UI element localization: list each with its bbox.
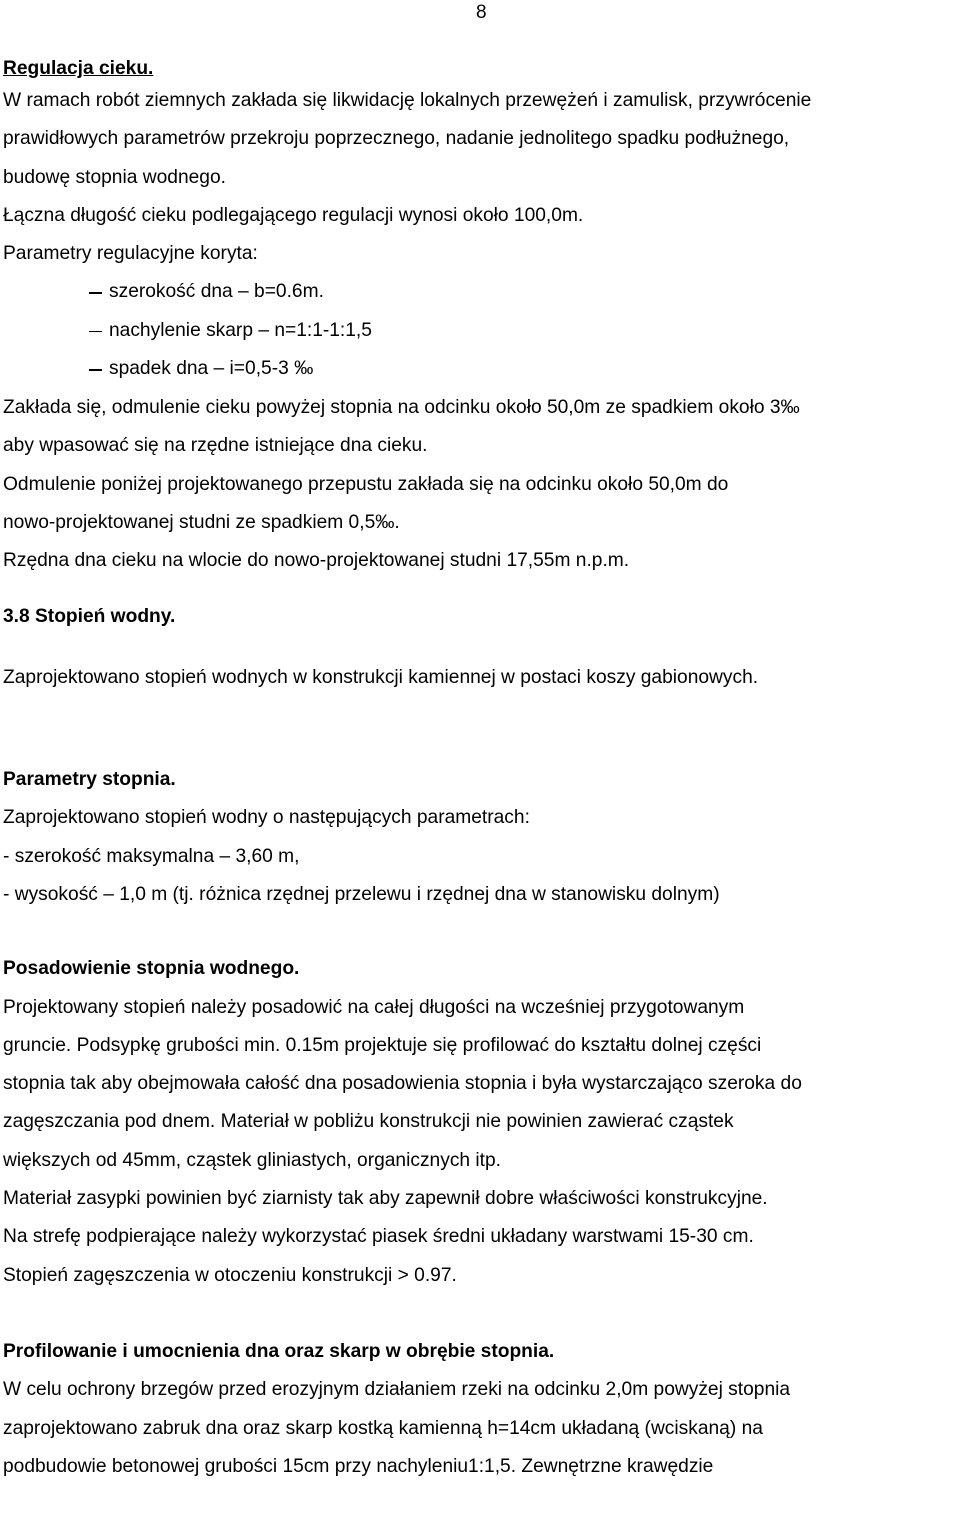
paragraph-line: zaprojektowano zabruk dna oraz skarp kostką kamienną h=14cm układaną (wciskaną) na — [3, 1417, 763, 1439]
paragraph-line: W ramach robót ziemnych zakłada się likwidację lokalnych przewężeń i zamulisk, przywrócenie — [3, 90, 812, 111]
param-text: szerokość dna – b=0.6m. — [109, 281, 324, 303]
dash-bullet-icon — [89, 331, 102, 332]
paragraph-line: Rzędna dna cieku na wlocie do nowo-projektowanej studni 17,55m n.p.m. — [3, 550, 630, 572]
paragraph-line: - wysokość – 1,0 m (tj. różnica rzędnej przelewu i rzędnej dna w stanowisku dolnym) — [3, 883, 720, 905]
param-item — [3, 273, 958, 312]
paragraph-line: większych od 45mm, cząstek gliniastych, organicznych itp. — [3, 1149, 502, 1171]
paragraph-line: Odmulenie poniżej projektowanego przepustu zakłada się na odcinku około 50,0m do — [3, 473, 729, 495]
section-heading-parametry-stopnia: Parametry stopnia. — [3, 769, 176, 791]
dash-bullet-icon — [89, 292, 102, 293]
paragraph-line: aby wpasować się na rzędne istniejące dna cieku. — [3, 435, 428, 457]
section-heading-profilowanie: Profilowanie i umocnienia dna oraz skarp w obrębie stopnia. — [3, 1340, 555, 1362]
section-heading-regulacja: Regulacja cieku. — [3, 58, 154, 79]
document-body — [3, 56, 958, 1486]
paragraph-line: budowę stopnia wodnego. — [3, 166, 226, 188]
param-text: nachylenie skarp – n=1:1-1:1,5 — [109, 319, 372, 341]
paragraph-line: gruncie. Podsypkę grubości min. 0.15m projektuje się profilować do kształtu dolnej części — [3, 1034, 762, 1056]
paragraph-line: nowo-projektowanej studni ze spadkiem 0,5‰. — [3, 511, 400, 533]
paragraph-line: Stopień zagęszczenia w otoczeniu konstrukcji > 0.97. — [3, 1264, 457, 1286]
param-item — [3, 312, 958, 351]
param-text: spadek dna – i=0,5-3 ‰ — [109, 358, 314, 380]
paragraph-line: zagęszczania pod dnem. Materiał w pobliżu konstrukcji nie powinien zawierać cząstek — [3, 1111, 734, 1133]
paragraph-line: Projektowany stopień należy posadowić na całej długości na wcześniej przygotowanym — [3, 996, 745, 1018]
page-number: 8 — [476, 2, 487, 23]
paragraph-line: Na strefę podpierające należy wykorzystać piasek średni układany warstwami 15-30 cm. — [3, 1226, 754, 1248]
paragraph-line: Łączna długość cieku podlegającego regulacji wynosi około 100,0m. — [3, 204, 584, 226]
paragraph-line: prawidłowych parametrów przekroju poprzecznego, nadanie jednolitego spadku podłużnego, — [3, 128, 790, 150]
section-heading-posadowienie: Posadowienie stopnia wodnego. — [3, 958, 300, 980]
param-item — [3, 350, 958, 389]
paragraph-line: - szerokość maksymalna – 3,60 m, — [3, 845, 300, 867]
paragraph-line: W celu ochrony brzegów przed erozyjnym działaniem rzeki na odcinku 2,0m powyżej stopnia — [3, 1379, 791, 1401]
paragraph-line: podbudowie betonowej grubości 15cm przy nachyleniu1:1,5. Zewnętrzne krawędzie — [3, 1455, 714, 1477]
paragraph-line: Zakłada się, odmulenie cieku powyżej stopnia na odcinku około 50,0m ze spadkiem około 3‰ — [3, 396, 800, 418]
paragraph-line: Zaprojektowano stopień wodny o następujących parametrach: — [3, 807, 530, 829]
paragraph-line: stopnia tak aby obejmowała całość dna posadowienia stopnia i była wystarczająco szeroka do — [3, 1073, 802, 1095]
paragraph-line: Materiał zasypki powinien być ziarnisty tak aby zapewnił dobre właściwości konstrukcyjne. — [3, 1188, 768, 1210]
section-heading-stopien-wodny: 3.8 Stopień wodny. — [3, 606, 176, 628]
paragraph-line: Parametry regulacyjne koryta: — [3, 243, 258, 265]
dash-bullet-icon — [89, 369, 102, 370]
paragraph-line: Zaprojektowano stopień wodnych w konstrukcji kamiennej w postaci koszy gabionowych. — [3, 666, 759, 688]
